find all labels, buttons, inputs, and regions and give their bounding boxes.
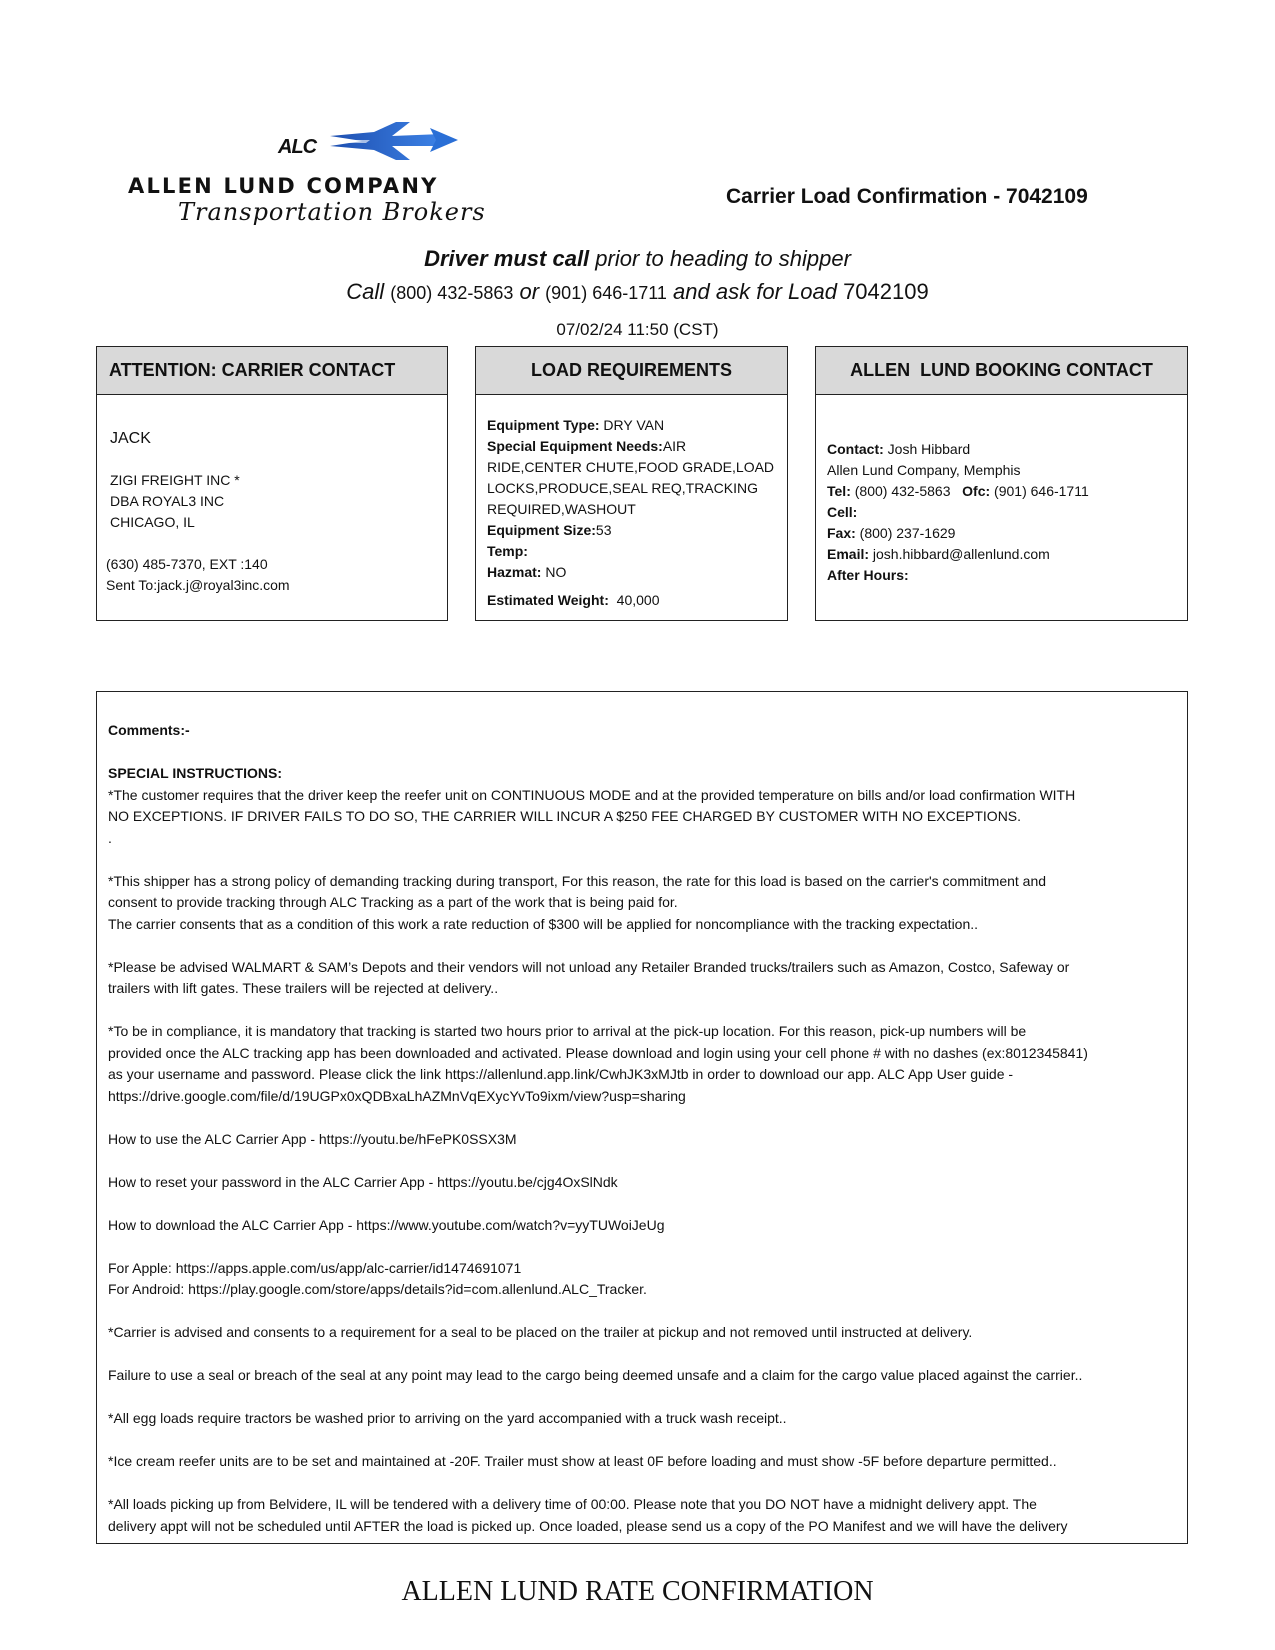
instruction-line: NO EXCEPTIONS. IF DRIVER FAILS TO DO SO, THE CARRIER WILL INCUR A $250 FEE CHARGED BY CUSTOMER WITH NO EXCEPTIONS. (108, 808, 1022, 824)
carrier-contact-heading: ATTENTION: CARRIER CONTACT (97, 347, 447, 395)
special-needs-line4: REQUIRED,WASHOUT (487, 501, 636, 517)
special-equipment-needs: Special Equipment Needs:AIR (487, 438, 687, 454)
instruction-line: How to download the ALC Carrier App - https://www.youtube.com/watch?v=yyTUWoiJeUg (108, 1216, 665, 1233)
instruction-line: For Android: https://play.google.com/store/apps/details?id=com.allenlund.ALC_Tracker. (108, 1281, 647, 1297)
equipment-type: Equipment Type: DRY VAN (487, 417, 665, 433)
logo-tagline: Transportation Brokers (178, 198, 486, 226)
instruction-line: *Please be advised WALMART & SAM’s Depots and their vendors will not unload any Retailer Branded trucks/trailers such as Amazon, Costco, Safeway or (108, 958, 1070, 975)
instruction-line: How to reset your password in the ALC Carrier App - https://youtu.be/cjg4OxSlNdk (108, 1173, 618, 1190)
booking-email: Email: josh.hibbard@allenlund.com (827, 546, 1050, 562)
load-number: 7042109 (843, 279, 929, 304)
temp: Temp: (487, 543, 528, 559)
booking-contact-box (815, 346, 1188, 621)
instruction-line: delivery appt will not be scheduled until AFTER the load is picked up. Once loaded, please send us a copy of the PO Manifest and we will have the delivery (108, 1517, 1068, 1534)
carrier-company-line1: ZIGI FREIGHT INC * (110, 472, 240, 488)
document-datetime: 07/02/24 11:50 (CST) (556, 320, 719, 339)
instruction-line: *The customer requires that the driver keep the reefer unit on CONTINUOUS MODE and at the provided temperature on bills and/or load confirmation WITH (108, 786, 1076, 803)
estimated-weight: Estimated Weight: 40,000 (487, 592, 660, 608)
ask-text: and ask for Load (666, 279, 844, 304)
instruction-line: consent to provide tracking through ALC Tracking as a part of the work that is being paid for. (108, 894, 678, 910)
comments-label: Comments:- (108, 722, 190, 738)
instruction-line: https://drive.google.com/file/d/19UGPx0xQDBxaLhAZMnVqEXycYvTo9ixm/view?usp=sharing (108, 1087, 686, 1104)
carrier-city: CHICAGO, IL (110, 514, 195, 530)
driver-instruction-bold: Driver must call (424, 246, 590, 271)
instruction-line: *This shipper has a strong policy of demanding tracking during transport, For this reason, the rate for this load is based on the carrier's commitment and (108, 872, 1047, 889)
booking-email-link[interactable]: josh.hibbard@allenlund.com (869, 546, 1050, 562)
driver-instruction (0, 246, 1275, 272)
instruction-line: *Ice cream reefer units are to be set and maintained at -20F. Trailer must show at least 0F before loading and must show -5F before departure permitted.. (108, 1453, 1057, 1469)
special-needs-line2: RIDE,CENTER CHUTE,FOOD GRADE,LOAD (487, 459, 775, 475)
booking-contact-heading: ALLEN LUND BOOKING CONTACT (816, 347, 1187, 395)
instruction-line: provided once the ALC tracking app has been downloaded and activated. Please download and login using your cell phone # with no dashes (ex:8012345841) (108, 1044, 1088, 1061)
company-logo (120, 120, 580, 230)
call-word: Call (346, 279, 391, 304)
plane-logo-icon (330, 120, 550, 170)
call-instruction (0, 279, 1275, 305)
or-word: or (513, 279, 546, 304)
instruction-line: The carrier consents that as a condition of this work a rate reduction of $300 will be applied for noncompliance with the tracking expectation.. (108, 915, 979, 932)
instruction-line: For Apple: https://apps.apple.com/us/app/alc-carrier/id1474691071 (108, 1259, 522, 1276)
booking-cell: Cell: (827, 504, 858, 520)
load-requirements-heading: LOAD REQUIREMENTS (476, 347, 787, 395)
document-title: Carrier Load Confirmation - 7042109 (726, 185, 1088, 208)
special-needs-line3: LOCKS,PRODUCE,SEAL REQ,TRACKING (487, 480, 758, 496)
instruction-line: *To be in compliance, it is mandatory that tracking is started two hours prior to arrival at the pick-up location. For this reason, pick-up numbers will be (108, 1023, 1027, 1039)
carrier-company-line2: DBA ROYAL3 INC (110, 493, 225, 509)
phone-secondary: (901) 646-1711 (545, 283, 667, 303)
special-instructions-label: SPECIAL INSTRUCTIONS: (108, 765, 282, 781)
booking-after-hours: After Hours: (827, 567, 909, 583)
logo-company-name: ALLEN LUND COMPANY (128, 174, 439, 198)
carrier-contact-name: JACK (110, 430, 151, 447)
comments-box (96, 691, 1188, 1544)
instruction-line: trailers with lift gates. These trailers will be rejected at delivery.. (108, 980, 499, 996)
hazmat: Hazmat: NO (487, 564, 567, 580)
instruction-line: *Carrier is advised and consents to a requirement for a seal to be placed on the trailer at pickup and not removed until instructed at delivery. (108, 1324, 973, 1340)
carrier-sent-to: Sent To:jack.j@royal3inc.com (106, 577, 290, 593)
footer-title: ALLEN LUND RATE CONFIRMATION (401, 1576, 874, 1607)
logo-mark-text: ALC (278, 136, 317, 158)
carrier-phone: (630) 485-7370, EXT :140 (106, 556, 268, 572)
phone-primary: (800) 432-5863 (390, 283, 514, 303)
load-requirements-box (475, 346, 788, 621)
equipment-size: Equipment Size:53 (487, 522, 612, 538)
booking-fax: Fax: (800) 237-1629 (827, 525, 956, 541)
instruction-line: . (108, 829, 112, 846)
driver-instruction-rest: prior to heading to shipper (589, 246, 851, 271)
instruction-line: as your username and password. Please click the link https://allenlund.app.link/CwhJK3xMJtb in order to download our app. ALC App User guide - (108, 1066, 1014, 1082)
booking-phones: Tel: (800) 432-5863 Ofc: (901) 646-1711 (827, 483, 1089, 499)
instruction-line: Failure to use a seal or breach of the seal at any point may lead to the cargo being deemed unsafe and a claim for the cargo value placed against the carrier.. (108, 1367, 1083, 1383)
instruction-line: How to use the ALC Carrier App - https://youtu.be/hFePK0SSX3M (108, 1130, 517, 1147)
carrier-contact-box (96, 346, 448, 621)
booking-office: Allen Lund Company, Memphis (827, 462, 1021, 478)
booking-contact: Contact: Josh Hibbard (827, 441, 971, 457)
instruction-line: *All loads picking up from Belvidere, IL will be tendered with a delivery time of 00:00. Please note that you DO NOT have a midnight delivery appt. The (108, 1496, 1037, 1512)
instruction-line: *All egg loads require tractors be washed prior to arriving on the yard accompanied with a truck wash receipt.. (108, 1410, 787, 1426)
